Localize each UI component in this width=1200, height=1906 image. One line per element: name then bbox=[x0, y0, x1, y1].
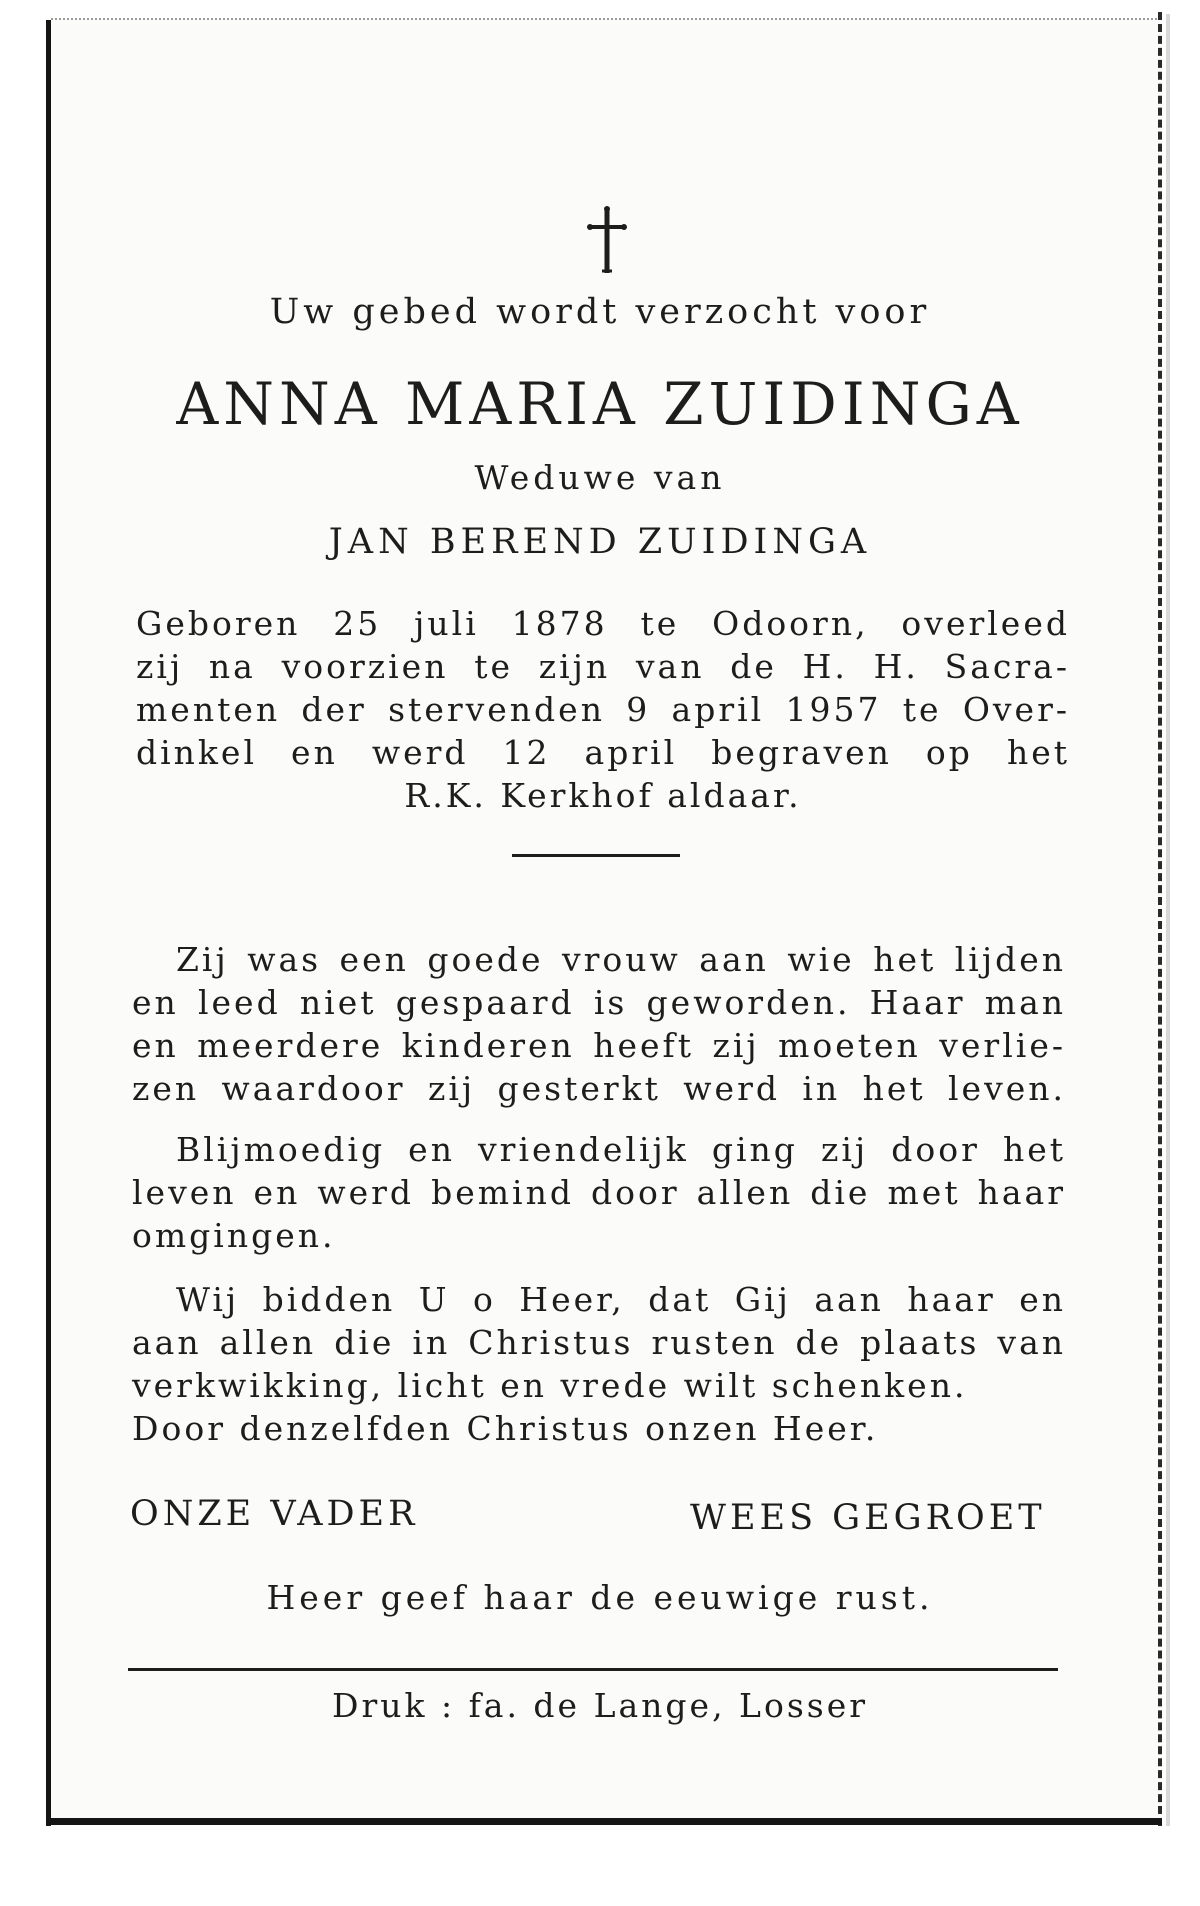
prayer-hail-mary: WEES GEGROET bbox=[690, 1498, 1046, 1538]
card-border-top bbox=[51, 18, 1161, 20]
paragraph-life bbox=[132, 938, 1066, 1110]
section-divider bbox=[512, 854, 680, 857]
card-border-bottom bbox=[46, 1818, 1162, 1825]
paragraph-line: leven en werd bemind door allen die met haar bbox=[132, 1173, 1066, 1212]
paragraph-line: Blijmoedig en vriendelijk ging zij door het bbox=[176, 1130, 1066, 1169]
bio-line: menten der stervenden 9 april 1957 te Over- bbox=[136, 690, 1070, 729]
paragraph-line: en leed niet gespaard is geworden. Haar man bbox=[132, 983, 1066, 1022]
paragraph-character bbox=[132, 1128, 1066, 1257]
paragraph-line: Zij was een goede vrouw aan wie het lijden bbox=[176, 940, 1066, 979]
paragraph-line: zen waardoor zij gesterkt werd in het leven. bbox=[132, 1069, 1066, 1108]
spouse-name: JAN BEREND ZUIDINGA bbox=[328, 522, 872, 562]
paragraph-line: en meerdere kinderen heeft zij moeten verlie- bbox=[132, 1026, 1066, 1065]
memorial-card bbox=[46, 20, 1162, 1822]
deceased-name: ANNA MARIA ZUIDINGA bbox=[176, 370, 1024, 438]
bio-line: R.K. Kerkhof aldaar. bbox=[404, 776, 802, 815]
bio-line: Geboren 25 juli 1878 te Odoorn, overleed bbox=[136, 604, 1070, 643]
paragraph-prayer bbox=[132, 1278, 1066, 1450]
closing-prayer: Heer geef haar de eeuwige rust. bbox=[266, 1578, 934, 1617]
bio-line: zij na voorzien te zijn van de H. H. Sacra- bbox=[136, 647, 1070, 686]
paragraph-line: verkwikking, licht en vrede wilt schenken. bbox=[132, 1366, 968, 1405]
biography bbox=[136, 602, 1070, 817]
paragraph-line: aan allen die in Christus rusten de plaats van bbox=[132, 1323, 1066, 1362]
prayer-our-father: ONZE VADER bbox=[130, 1494, 419, 1534]
bio-line: dinkel en werd 12 april begraven op het bbox=[136, 733, 1070, 772]
paragraph-line: Door denzelfden Christus onzen Heer. bbox=[132, 1409, 879, 1448]
cross-icon bbox=[582, 205, 632, 275]
card-border-right bbox=[1158, 12, 1162, 1826]
printer-credit: Druk : fa. de Lange, Losser bbox=[331, 1686, 869, 1725]
paragraph-line: Wij bidden U o Heer, dat Gij aan haar en bbox=[176, 1280, 1066, 1319]
widow-of-label: Weduwe van bbox=[474, 458, 726, 497]
intro-text: Uw gebed wordt verzocht voor bbox=[269, 292, 931, 332]
footer-divider bbox=[128, 1668, 1058, 1671]
card-edge-shadow bbox=[1166, 14, 1170, 1826]
card-border-left bbox=[46, 20, 51, 1826]
paragraph-line: omgingen. bbox=[132, 1216, 336, 1255]
